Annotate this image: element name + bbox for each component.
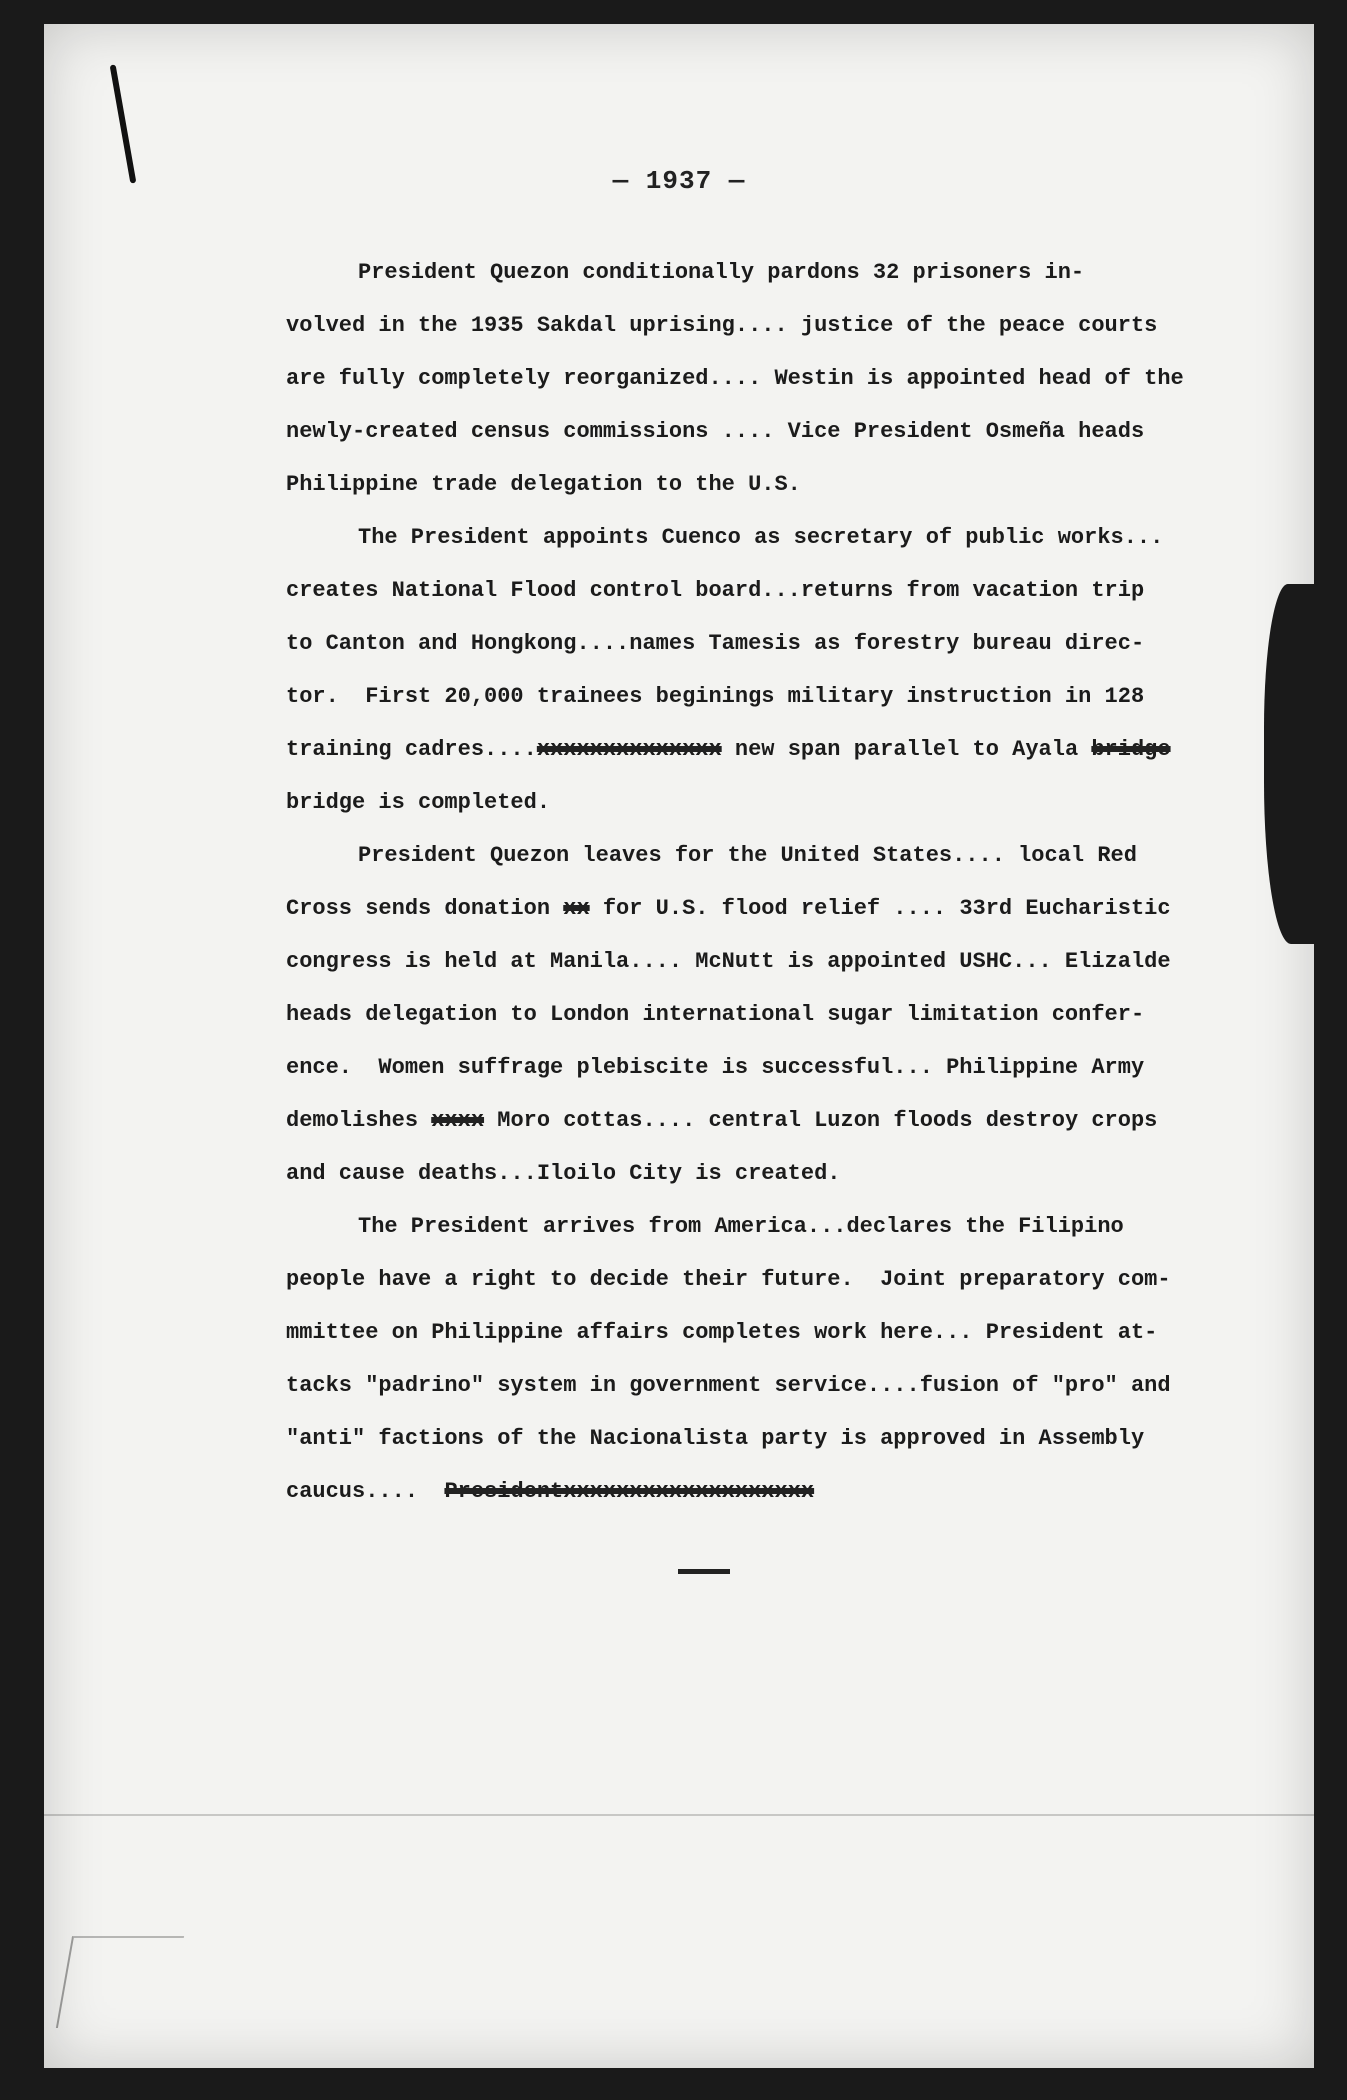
fold-line xyxy=(44,1814,1314,1816)
text-line: tor. First 20,000 trainees beginings military instruction in 128 xyxy=(286,684,1145,709)
text-line: are fully completely reorganized.... Westin is appointed head of the xyxy=(286,366,1184,391)
paragraph-4 xyxy=(286,1200,1216,1518)
text-line: "anti" factions of the Nacionalista party is approved in Assembly xyxy=(286,1426,1145,1451)
text-fragment: Cross sends donation xyxy=(286,896,551,921)
end-rule xyxy=(678,1569,730,1574)
text-line xyxy=(286,1465,1216,1518)
text-line: creates National Flood control board...returns from vacation trip xyxy=(286,578,1145,603)
text-line: Philippine trade delegation to the U.S. xyxy=(286,472,801,497)
text-line: mmittee on Philippine affairs completes work here... President at- xyxy=(286,1320,1158,1345)
page-heading: — 1937 — xyxy=(612,166,746,196)
text-fragment: new span parallel to Ayala xyxy=(721,737,1079,762)
paragraph-2 xyxy=(286,511,1216,829)
text-line xyxy=(286,1094,1216,1147)
torn-edge xyxy=(1264,584,1314,944)
struck-text: xxxxxxxxxxxxxx xyxy=(536,737,722,762)
text-line: and cause deaths...Iloilo City is created. xyxy=(286,1161,841,1186)
text-line: congress is held at Manila.... McNutt is appointed USHC... Elizalde xyxy=(286,949,1171,974)
struck-text: bridge xyxy=(1091,737,1171,762)
struck-text: Presidentxxxxxxxxxxxxxxxxxxx xyxy=(444,1479,815,1504)
text-line: newly-created census commissions .... Vice President Osmeña heads xyxy=(286,419,1145,444)
text-line: people have a right to decide their future. Joint preparatory com- xyxy=(286,1267,1171,1292)
text-line: to Canton and Hongkong....names Tamesis as forestry bureau direc- xyxy=(286,631,1145,656)
paragraph-1 xyxy=(286,246,1216,511)
typed-text xyxy=(286,246,1216,1518)
text-line: The President arrives from America...declares the Filipino xyxy=(358,1214,1124,1239)
text-line: volved in the 1935 Sakdal uprising.... justice of the peace courts xyxy=(286,313,1158,338)
text-line: bridge is completed. xyxy=(286,790,551,815)
text-fragment: training cadres.... xyxy=(286,737,537,762)
text-line: heads delegation to London international sugar limitation confer- xyxy=(286,1002,1145,1027)
text-line xyxy=(286,723,1216,776)
text-line: ence. Women suffrage plebiscite is successful... Philippine Army xyxy=(286,1055,1145,1080)
text-line xyxy=(286,882,1216,935)
struck-text: xx xyxy=(563,896,590,921)
text-fragment: Moro cottas.... central Luzon floods destroy crops xyxy=(484,1108,1158,1133)
folded-corner xyxy=(56,1936,184,2028)
text-line: President Quezon leaves for the United States.... local Red xyxy=(358,843,1137,868)
text-fragment: demolishes xyxy=(286,1108,419,1133)
text-fragment: caucus.... xyxy=(286,1479,445,1504)
paragraph-3 xyxy=(286,829,1216,1200)
struck-text: xxxx xyxy=(431,1108,485,1133)
document-page xyxy=(44,24,1314,2068)
text-line: President Quezon conditionally pardons 32 prisoners in- xyxy=(358,260,1085,285)
text-line: tacks "padrino" system in government service....fusion of "pro" and xyxy=(286,1373,1171,1398)
text-line: The President appoints Cuenco as secretary of public works... xyxy=(358,525,1164,550)
text-fragment: for U.S. flood relief .... 33rd Eucharistic xyxy=(589,896,1171,921)
